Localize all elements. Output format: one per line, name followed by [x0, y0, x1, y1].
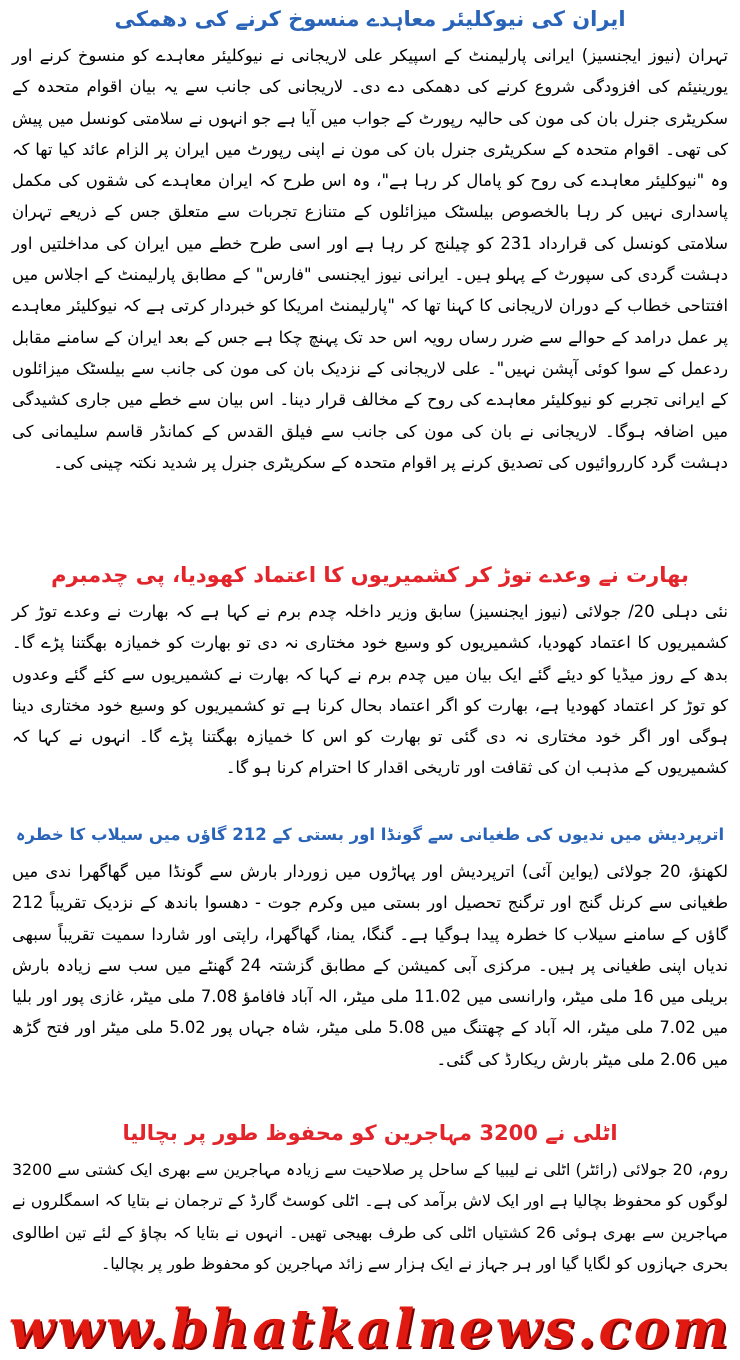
article-italy-migrants	[12, 1116, 728, 1279]
site-footer-banner	[0, 1298, 740, 1360]
headline-italy-migrants: اٹلی نے 3200 مہاجرین کو محفوظ طور پر بچالیا	[122, 1121, 618, 1145]
article-iran-nuclear	[12, 2, 728, 478]
article-up-floods	[12, 818, 728, 1075]
body-iran-nuclear: تہران (نیوز ایجنسیز) ایرانی پارلیمنٹ کے اسپیکر علی لاریجانی نے نیوکلیئر معاہدے کو منسوخ کرنے اور یورینیئم کی افزودگی شروع کرنے کی دھمکی دے دی۔ لاریجانی کی جانب سے یہ بیان اقوام متحدہ کے سکریٹری جنرل بان کی مون کی حالیہ رپورٹ کے جواب میں آیا ہے جو انہوں نے سلامتی کونسل میں پیش کی تھی۔ اقوام متحدہ کے سکریٹری جنرل بان کی مون نے اپنی رپورٹ میں ایران پر الزام عائد کیا تھا کہ وہ "نیوکلیئر معاہدے کی روح کو پامال کر رہا ہے"، وہ اس طرح کہ ایران معاہدے کی شقوں کی مکمل پاسداری نہیں کر رہا بالخصوص بیلسٹک میزائلوں کے متنازع تجربات سے متعلق جس کے ذریعے تہران سلامتی کونسل کی قرارداد 231 کو چیلنج کر رہا ہے اور اسی طرح خطے میں ایران کی مداخلتیں اور دہشت گردی کی سپورٹ کے پہلو ہیں۔ ایرانی نیوز ایجنسی "فارس" کے مطابق پارلیمنٹ کے اجلاس میں افتتاحی خطاب کے دوران لاریجانی کا کہنا تھا کہ "پارلیمنٹ امریکا کو خبردار کرتی ہے کہ نیوکلیئر معاہدے پر عمل درامد کے حوالے سے ضرر رساں رویہ اس حد تک پہنچ چکا ہے جس کے بعد ایران کے سامنے مقابل ردعمل کے سوا کوئی آپشن نہیں"۔ علی لاریجانی کے نزدیک بان کی مون کی جانب سے بیلسٹک میزائلوں کے ایرانی تجربے کو نیوکلیئر معاہدے کی روح کے مخالف قرار دینا۔ اس بیان سے خطے میں جاری کشیدگی میں اضافہ ہوگا۔ لاریجانی نے بان کی مون کی جانب سے فیلق القدس کے کمانڈر قاسم سلیمانی کی دہشت گرد کارروائیوں کی تصدیق کرنے پر اقوام متحدہ کے سکریٹری جنرل پر شدید نکتہ چینی کی۔	[12, 46, 728, 472]
headline-kashmir: بھارت نے وعدے توڑ کر کشمیریوں کا اعتماد کھودیا، پی چدمبرم	[51, 563, 689, 587]
body-kashmir: نئی دہلی 20/ جولائی (نیوز ایجنسیز) سابق وزیر داخلہ چدم برم نے کہا ہے کہ بھارت نے وعدے توڑ کر کشمیریوں کا اعتماد کھودیا، کشمیریوں کو وسیع خود مختاری نہ دی تو بھارت کو خمیازہ بھگتنا پڑے گا۔ بدھ کے روز میڈیا کو دیئے گئے ایک بیان میں چدم برم نے کہا کہ بھارت نے کشمیریوں سے کئے گئے وعدوں کو توڑ کر اعتماد کھودیا ہے، بھارت کو اگر اعتماد بحال کرنا ہے تو کشمیریوں کو وسیع خود مختاری دینا ہوگی اور اگر خود مختاری نہ دی گئی تو بھارت کو اس کا خمیازہ بھگتنا پڑے گا۔ انہوں نے کہا کہ کشمیریوں کے مذہب ان کی ثقافت اور تاریخی اقدار کا احترام کرنا ہو گا۔	[12, 602, 728, 778]
article-kashmir	[12, 558, 728, 784]
body-up-floods: لکھنؤ، 20 جولائی (یواین آئی) اترپردیش اور پہاڑوں میں زوردار بارش سے گونڈا میں گھاگھرا ندی میں طغیانی سے کرنل گنج اور ترگنج تحصیل اور بستی میں وکرم جوت - دھسوا باندھ کے نزدیک تقریباً 212 گاؤں کے سامنے سیلاب کا خطرہ پیدا ہوگیا ہے۔ گنگا، یمنا، گھاگھرا، راپتی اور شاردا سمیت تقریباً سبھی ندیاں اپنی طغیانی پر ہیں۔ مرکزی آبی کمیشن کے مطابق گزشتہ 24 گھنٹے میں سب سے زیادہ بارش بریلی میں 16 ملی میٹر، وارانسی میں 11.02 ملی میٹر، الہ آباد فافامؤ 7.08 ملی میٹر، غازی پور اور بلیا میں 7.02 ملی میٹر، الہ آباد کے چھتنگ میں 5.08 ملی میٹر، شاہ جہاں پور 5.02 ملی میٹر اور فتح گڑھ میں 2.06 ملی میٹر بارش ریکارڈ کی گئی۔	[12, 862, 729, 1069]
site-url-banner[interactable]: www.bhatkalnews.com	[8, 1298, 732, 1360]
headline-up-floods: اترپردیش میں ندیوں کی طغیانی سے گونڈا اور بستی کے 212 گاؤں میں سیلاب کا خطرہ	[15, 825, 725, 844]
headline-iran-nuclear: ایران کی نیوکلیئر معاہدے منسوخ کرنے کی دھمکی	[114, 7, 626, 31]
body-italy-migrants: روم، 20 جولائی (رائٹر) اٹلی نے لیبیا کے ساحل پر صلاحیت سے زیادہ مہاجرین سے بھری ایک کشتی سے 3200 لوگوں کو محفوظ بچالیا ہے اور ایک لاش برآمد کی ہے۔ اٹلی کوسٹ گارڈ کے ترجمان نے بتایا کہ اسمگلروں نے مہاجرین سے بھری ہوئی 26 کشتیاں اٹلی کی طرف بھیجی تھیں۔ انہوں نے بتایا کہ بچاؤ کے لئے تین اطالوی بحری جہازوں کو لگایا گیا اور ہر جہاز نے ایک ہزار سے زائد مہاجرین کو محفوظ طور پر بچالیا۔	[12, 1160, 728, 1273]
